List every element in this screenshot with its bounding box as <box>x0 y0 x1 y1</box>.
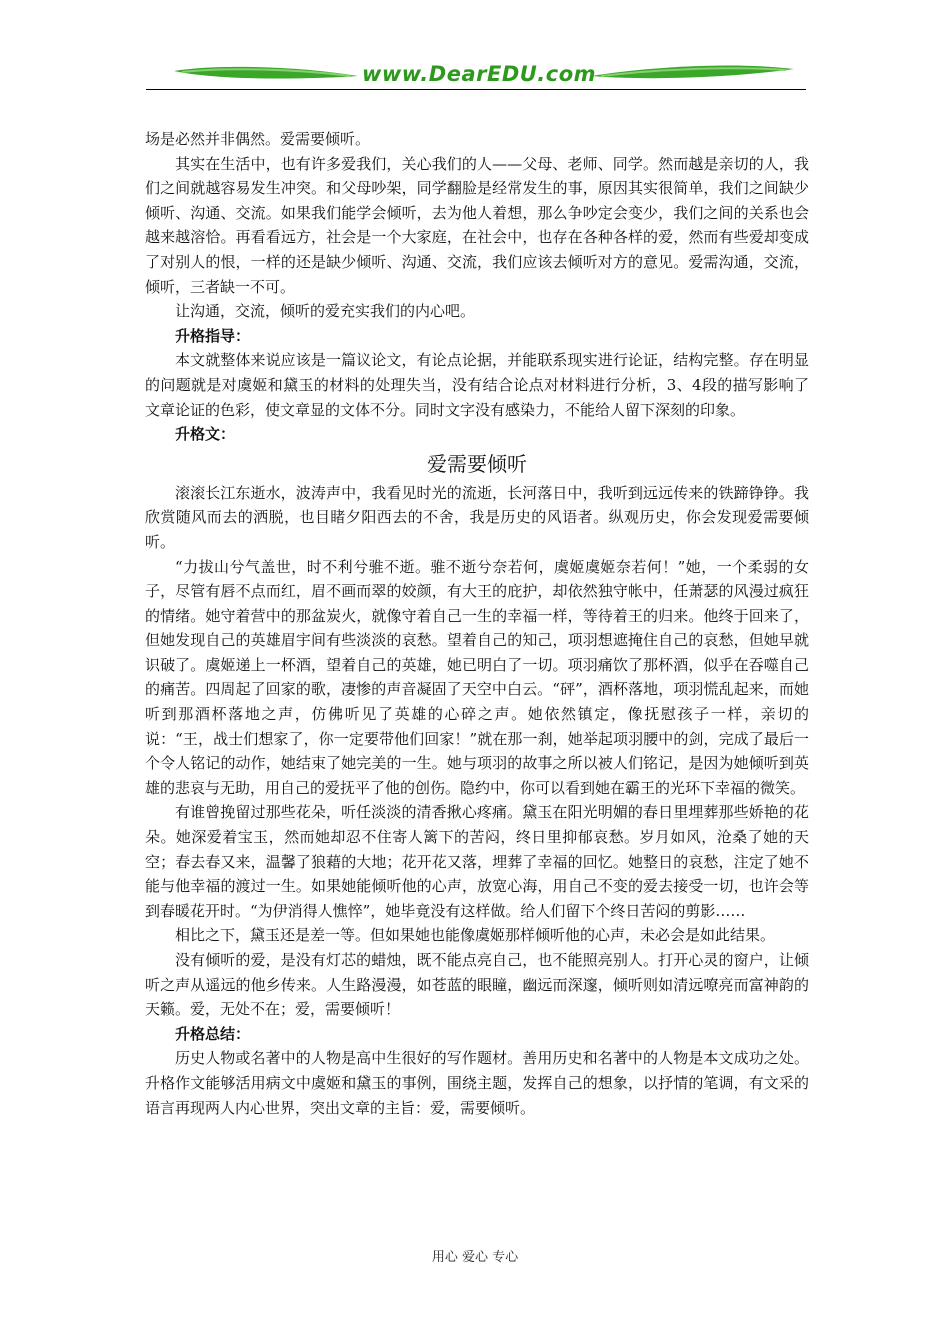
paragraph: 场是必然并非偶然。爱需要倾听。 <box>145 130 371 148</box>
page-footer: 用心 爱心 专心 <box>431 1250 519 1265</box>
paragraph: 有谁曾挽留过那些花朵，听任淡淡的清香揪心疼痛。黛玉在阳光明媚的春日里埋葬那些娇艳的花朵。她深爱着宝玉，然而她却忍不住寄人篱下的苦闷，终日里抑郁哀愁。岁月如风，沧桑了她的天空；春去春又来，温馨了狼藉的大地；花开花又落，埋葬了幸福的回忆。她整日的哀愁，注定了她不能与他幸福的渡过一生。如果她能倾听他的心声，放宽心海，用自己不变的爱去接受一切，也许会等到春暖花开时。“为伊消得人憔悴”，她毕竟没有这样做。给人们留下个终日苦闷的剪影…… <box>145 803 809 920</box>
section-heading: 升格文： <box>175 425 236 444</box>
section-heading: 升格指导： <box>175 326 251 345</box>
document-body <box>145 127 809 1120</box>
paragraph: 没有倾听的爱，是没有灯芯的蜡烛，既不能点亮自己，也不能照亮别人。打开心灵的窗户，让倾听之声从遥远的他乡传来。人生路漫漫，如苍蓝的眼瞳，幽远而深邃，倾听则如清远嘹亮而富神韵的天籁。爱，无处不在；爱，需要倾听！ <box>145 951 809 1019</box>
section-heading: 升格总结： <box>175 1024 251 1043</box>
paragraph: 历史人物或名著中的人物是高中生很好的写作题材。善用历史和名著中的人物是本文成功之处。升格作文能够活用病文中虞姬和黛玉的事例，围绕主题，发挥自己的想象，以抒情的笔调，有文采的语言再现两人内心世界，突出文章的主旨：爱，需要倾听。 <box>145 1049 809 1117</box>
essay-title: 爱需要倾听 <box>427 451 527 476</box>
header-rule <box>146 89 806 90</box>
paragraph: 其实在生活中，也有许多爱我们，关心我们的人——父母、老师、同学。然而越是亲切的人，我们之间就越容易发生冲突。和父母吵架，同学翻脸是经常发生的事，原因其实很简单，我们之间缺少倾听、沟通、交流。如果我们能学会倾听，去为他人着想，那么争吵定会变少，我们之间的关系也会越来越溶恰。再看看远方，社会是一个大家庭，在社会中，也存在各种各样的爱，然而有些爱却变成了对别人的恨，一样的还是缺少倾听、沟通、交流，我们应该去倾听对方的意见。爱需沟通，交流，倾听，三者缺一不可。 <box>145 154 809 296</box>
site-logo[interactable]: www.DearEDU.com <box>361 62 597 86</box>
paragraph: 本文就整体来说应该是一篇议论文，有论点论据，并能联系现实进行论证，结构完整。存在明显的问题就是对虞姬和黛玉的材料的处理失当，没有结合论点对材料进行分析，3、4段的描写影响了文章论证的色彩，使文章显的文体不分。同时文字没有感染力，不能给人留下深刻的印象。 <box>145 351 809 419</box>
paragraph: 让沟通，交流，倾听的爱充实我们的内心吧。 <box>175 302 476 321</box>
paragraph: “力拔山兮气盖世，时不利兮骓不逝。骓不逝兮奈若何，虞姬虞姬奈若何！”她，一个柔弱的女子，尽管有唇不点而红，眉不画而翠的姣颜，有大王的庇护，却依然独守帐中，任萧瑟的风漫过疯狂的情绪。她守着营中的那盆炭火，就像守着自己一生的幸福一样，等待着王的归来。他终于回来了，但她发现自己的英雄眉宇间有些淡淡的哀愁。望着自己的知己，项羽想遮掩住自己的哀愁，但她早就识破了。虞姬递上一杯酒，望着自己的英雄，她已明白了一切。项羽痛饮了那杯酒，似乎在吞噬自己的痛苦。四周起了回家的歌，凄惨的声音凝固了天空中白云。“砰”，酒杯落地，项羽慌乱起来，而她听到那酒杯落地之声，仿佛听见了英雄的心碎之声。她依然镇定，像抚慰孩子一样，亲切的说：“王，战士们想家了，你一定要带他们回家！”就在那一刹，她举起项羽腰中的剑，完成了最后一个令人铭记的动作，她结束了她完美的一生。她与项羽的故事之所以被人们铭记，是因为她倾听到英雄的悲哀与无助，用自己的爱抚平了他的创伤。隐约中，你可以看到她在霸王的光环下幸福的微笑。 <box>145 557 809 797</box>
page-header <box>146 58 806 92</box>
paragraph: 相比之下，黛玉还是差一等。但如果她也能像虞姬那样倾听他的心声，未必会是如此结果。 <box>175 926 776 945</box>
paragraph: 滚滚长江东逝水，波涛声中，我看见时光的流逝，长河落日中，我听到远远传来的铁蹄铮铮。我欣赏随风而去的洒脱，也目睹夕阳西去的不舍，我是历史的风语者。纵观历史，你会发现爱需要倾听。 <box>145 483 809 551</box>
